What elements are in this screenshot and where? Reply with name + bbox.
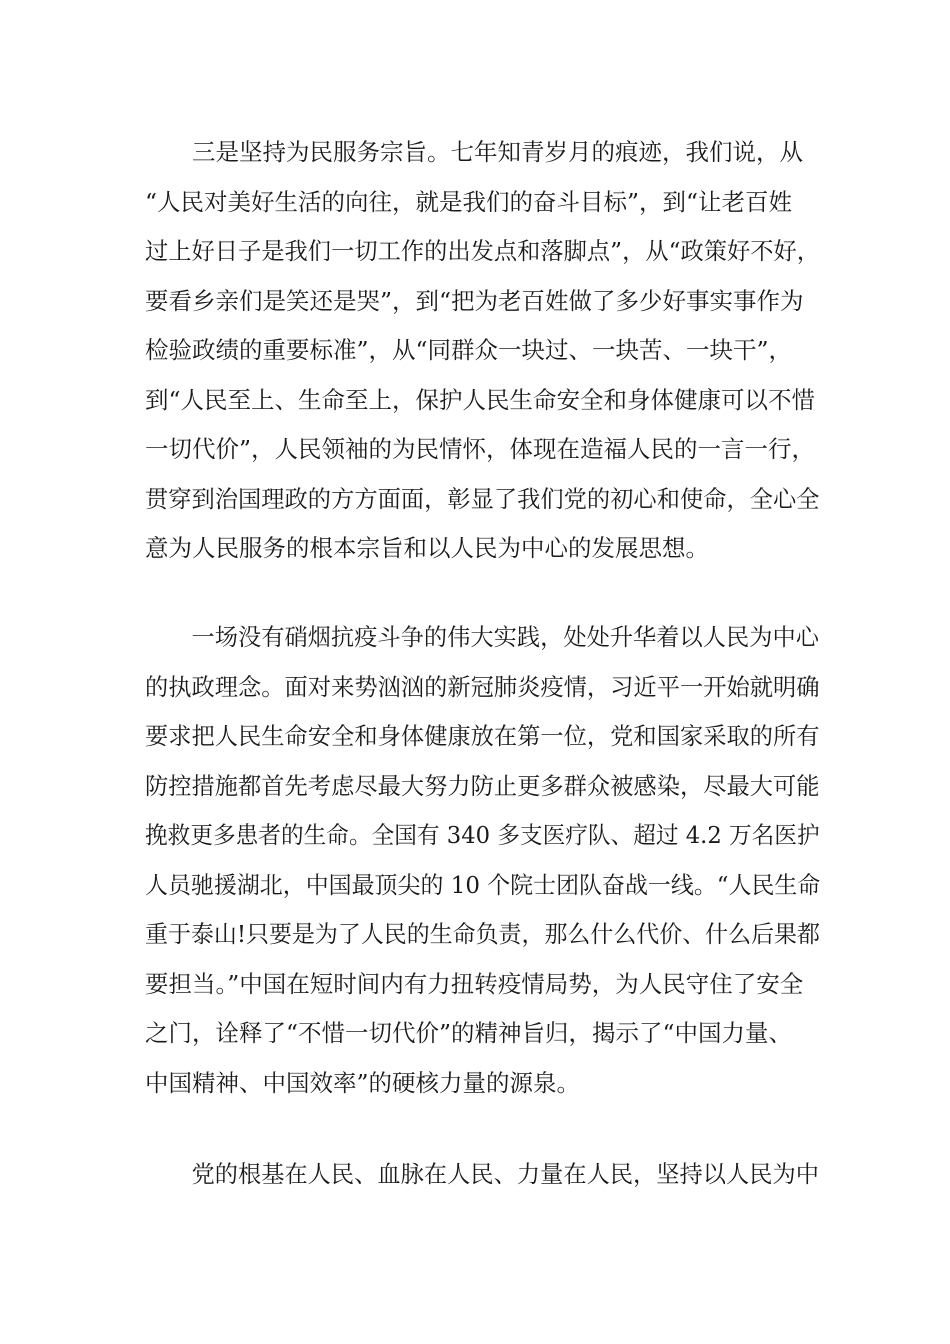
text-line: 检验政绩的重要标准”，从“同群众一块过、一块苦、一块干”， — [145, 336, 793, 364]
text-line: 的执政理念。面对来势汹汹的新冠肺炎疫情，习近平一开始就明确 — [145, 672, 820, 701]
text-line: 要担当。”中国在短时间内有力扭转疫情局势，为人民守住了安全 — [145, 969, 804, 998]
text-line: 过上好日子是我们一切工作的出发点和落脚点”，从“政策好不好， — [145, 237, 821, 265]
text-line: 一切代价”，人民领袖的为民情怀，体现在造福人民的一言一行， — [145, 435, 816, 463]
text-line: 党的根基在人民、血脉在人民、力量在人民，坚持以人民为中 — [191, 1160, 819, 1188]
text-line: 一场没有硝烟抗疫斗争的伟大实践，处处升华着以人民为中心 — [191, 623, 819, 651]
paragraph-2 — [145, 613, 820, 1108]
text-line: 中国精神、中国效率”的硬核力量的源泉。 — [145, 1068, 581, 1097]
text-line: 防控措施都首先考虑尽最大努力防止更多群众被感染，尽最大可能 — [145, 771, 820, 800]
text-line: 要求把人民生命安全和身体健康放在第一位，党和国家采取的所有 — [145, 722, 820, 750]
text-line: 人员驰援湖北，中国最顶尖的 10 个院士团队奋战一线。“人民生命 — [145, 870, 821, 899]
text-line: 之门，诠释了“不惜一切代价”的精神旨归，揭示了“中国力量、 — [145, 1019, 793, 1047]
text-line: 重于泰山!只要是为了人民的生命负责，那么什么代价、什么后果都 — [145, 920, 820, 948]
text-line: “人民对美好生活的向往，就是我们的奋斗目标”，到“让老百姓 — [145, 187, 793, 216]
text-line: 到“人民至上、生命至上，保护人民生命安全和身体健康可以不惜 — [145, 385, 816, 414]
text-line: 意为人民服务的根本宗旨和以人民为中心的发展思想。 — [145, 534, 709, 562]
paragraph-1 — [145, 128, 820, 574]
text-line: 挽救更多患者的生命。全国有 340 多支医疗队、超过 4.2 万名医护 — [145, 821, 820, 849]
text-line: 要看乡亲们是笑还是哭”，到“把为老百姓做了多少好事实事作为 — [145, 286, 804, 315]
paragraph-3 — [145, 1150, 820, 1200]
text-line: 三是坚持为民服务宗旨。七年知青岁月的痕迹，我们说，从 — [192, 138, 803, 166]
text-line: 贯穿到治国理政的方方面面，彰显了我们党的初心和使命，全心全 — [145, 484, 820, 513]
